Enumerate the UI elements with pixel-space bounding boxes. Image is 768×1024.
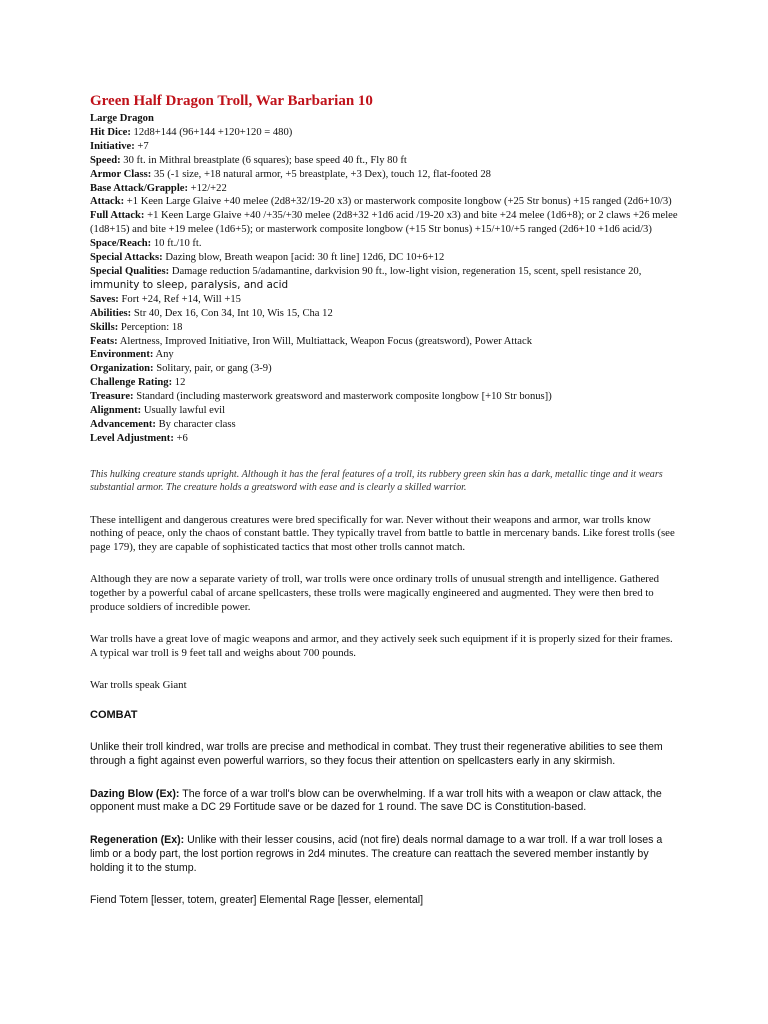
page-title: Green Half Dragon Troll, War Barbarian 10 — [90, 93, 373, 109]
combat-heading: COMBAT — [90, 708, 138, 721]
stat-attack: Attack: +1 Keen Large Glaive +40 melee (2d8+32/19-20 x3) or masterwork composite longbow (+25 Str bonus) +15 ranged (2d6+10/3) — [90, 196, 672, 208]
stat-block — [90, 112, 680, 446]
stat-base-attack: Base Attack/Grapple: +12/+22 — [90, 182, 227, 194]
stat-initiative: Initiative: +7 — [90, 140, 149, 152]
stat-alignment: Alignment: Usually lawful evil — [90, 405, 226, 417]
description-paragraph: These intelligent and dangerous creatures were bred specifically for war. Never without their weapons and armor, war trolls know nothing of peace, only the chaos of constant battle. They typically travel from battle to battle in mercenary bands. Like forest trolls (see page 179), they are capable of sophisticated tactics that most other trolls cannot match. — [90, 513, 675, 553]
stat-feats: Feats: Alertness, Improved Initiative, Iron Will, Multiattack, Weapon Focus (greatsword), Power Attack — [90, 335, 533, 347]
stat-skills: Skills: Perception: 18 — [90, 321, 183, 333]
stat-saves: Saves: Fort +24, Ref +14, Will +15 — [90, 293, 241, 305]
description-paragraph: War trolls have a great love of magic weapons and armor, and they actively seek such equipment if it is properly sized for their frames. A typical war troll is 9 feet tall and weighs about 700 pounds. — [90, 633, 673, 659]
stat-special-qualities: Special Qualities: Damage reduction 5/adamantine, darkvision 90 ft., low-light vision, regeneration 15, scent, spell resistance 20, immunity to sleep, paralysis, and acid — [90, 265, 642, 291]
creature-type: Large Dragon — [90, 113, 154, 124]
stat-organization: Organization: Solitary, pair, or gang (3-9) — [90, 363, 272, 375]
ability-dazing-blow: Dazing Blow (Ex): The force of a war troll's blow can be overwhelming. If a war troll hits with a weapon or claw attack, the opponent must make a DC 29 Fortitude save or be dazed for 1 round. The save DC is Constitution-based. — [90, 787, 662, 814]
stat-treasure: Treasure: Standard (including masterwork greatsword and masterwork composite longbow [+10 Str bonus]) — [90, 391, 552, 403]
stat-full-attack: Full Attack: +1 Keen Large Glaive +40 /+35/+30 melee (2d8+32 +1d6 acid /19-20 x3) and bite +24 melee (1d6+8); or 2 claws +26 melee (1d8+15) and bite +19 melee (1d6+5); or masterwork composite longbow (+15 Str bonus) +15/+10/+5 ranged (2d6+10 +1d6 acid/3) — [90, 210, 678, 236]
stat-environment: Environment: Any — [90, 349, 174, 361]
stat-challenge-rating: Challenge Rating: 12 — [90, 377, 186, 389]
ability-regeneration: Regeneration (Ex): Unlike with their lesser cousins, acid (not fire) deals normal damage to a war troll. If a war troll loses a limb or a body part, the lost portion regrows in 2d4 minutes. The creature can reattach the severed member instantly by holding it to the stump. — [90, 834, 663, 874]
stat-space-reach: Space/Reach: 10 ft./10 ft. — [90, 238, 202, 250]
language-paragraph: War trolls speak Giant — [90, 679, 187, 692]
stat-special-attacks: Special Attacks: Dazing blow, Breath weapon [acid: 30 ft line] 12d6, DC 10+6+12 — [90, 252, 445, 264]
stat-speed: Speed: 30 ft. in Mithral breastplate (6 squares); base speed 40 ft., Fly 80 ft — [90, 154, 407, 166]
flavor-text: This hulking creature stands upright. Although it has the feral features of a troll, its rubbery green skin has a dark, metallic tinge and it wears substantial armor. The creature holds a greatsword with ease and is clearly a skilled warrior. — [90, 468, 663, 494]
rage-powers-line: Fiend Totem [lesser, totem, greater] Elemental Rage [lesser, elemental] — [90, 894, 424, 907]
description-paragraph: Although they are now a separate variety of troll, war trolls were once ordinary trolls of unusual strength and intelligence. Gathered together by a powerful cabal of arcane spellcasters, these trolls were magically engineered and augmented. They were then bred to produce soldiers of incredible power. — [90, 573, 660, 613]
combat-intro: Unlike their troll kindred, war trolls are precise and methodical in combat. They trust their regenerative abilities to see them through a fight against even powerful warriors, so they focus their attention on spellcasters early in any skirmish. — [90, 740, 663, 767]
stat-hit-dice: Hit Dice: 12d8+144 (96+144 +120+120 = 480) — [90, 126, 293, 138]
document-page — [90, 92, 680, 908]
stat-abilities: Abilities: Str 40, Dex 16, Con 34, Int 10, Wis 15, Cha 12 — [90, 307, 333, 319]
stat-armor-class: Armor Class: 35 (-1 size, +18 natural armor, +5 breastplate, +3 Dex), touch 12, flat-footed 28 — [90, 168, 491, 180]
stat-level-adjustment: Level Adjustment: +6 — [90, 432, 188, 444]
stat-advancement: Advancement: By character class — [90, 418, 236, 430]
